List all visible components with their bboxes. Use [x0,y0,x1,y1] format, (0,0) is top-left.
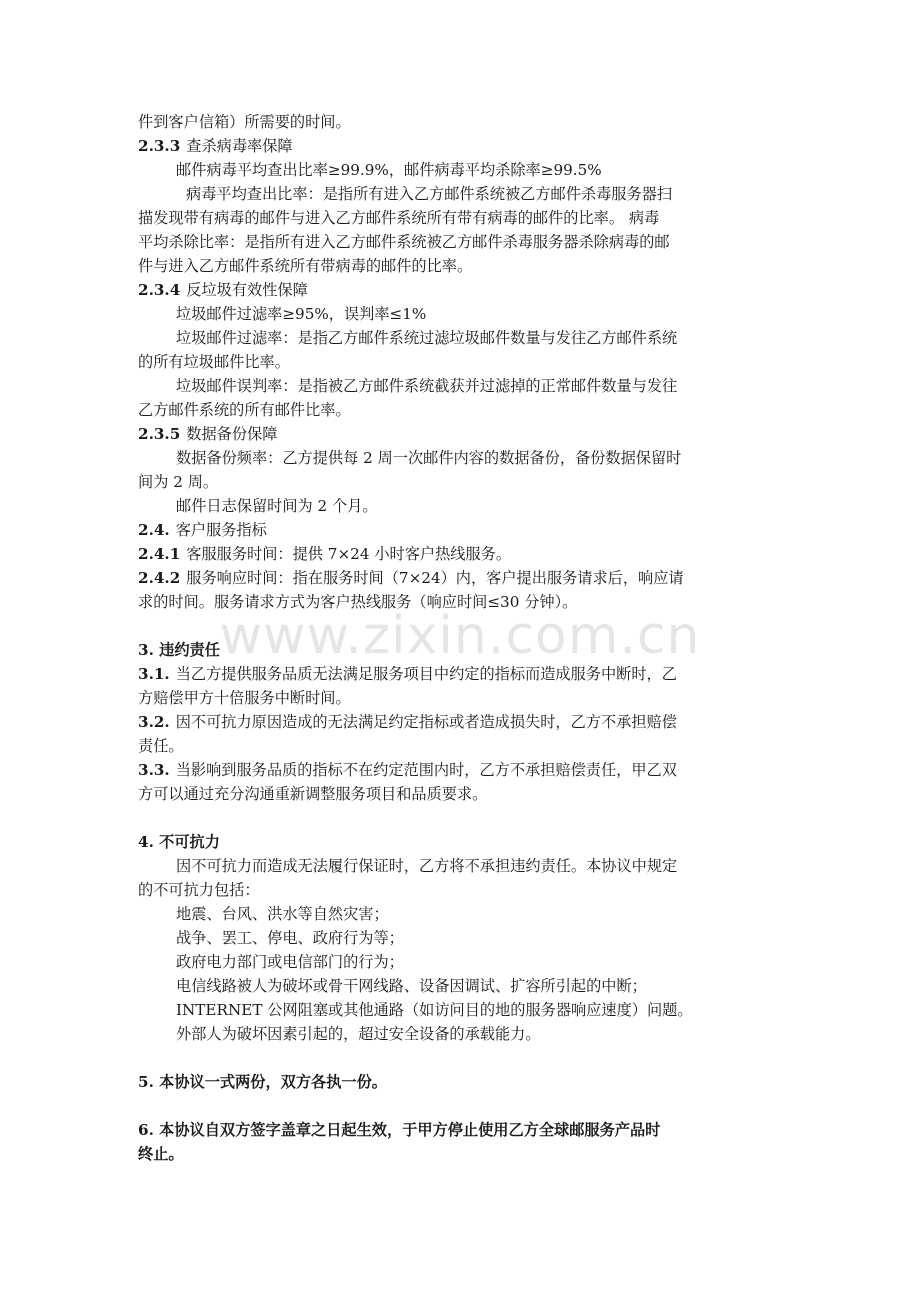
item-2-4-2 [138,566,786,590]
paragraph-line: 邮件病毒平均查出比率≥99.9%，邮件病毒平均杀除率≥99.5% [176,161,602,179]
paragraph-line: 的不可抗力包括： [138,881,260,899]
item-2-4-1 [138,542,786,566]
list-item: 战争、罢工、停电、政府行为等； [176,929,404,947]
clause-6-cont: 终止。 [138,1145,184,1163]
section-number: 2.4. [138,521,170,539]
item-3-2 [138,710,786,734]
paragraph-line: 间为 2 周。 [138,473,219,491]
clause-5: 5. 本协议一式两份，双方各执一份。 [138,1073,387,1091]
paragraph-line: 乙方邮件系统的所有邮件比率。 [138,401,351,419]
section-number: 2.3.4 [138,281,181,299]
section-title: 数据备份保障 [186,425,278,443]
paragraph-line: 描发现带有病毒的邮件与进入乙方邮件系统所有带有病毒的邮件的比率。 病毒 [138,209,660,227]
list-item: INTERNET 公网阻塞或其他通路（如访问目的地的服务器响应速度）问题。 [176,1001,693,1019]
section-number: 2.3.3 [138,137,181,155]
heading-3: 3. 违约责任 [138,641,220,659]
paragraph-line: 求的时间。服务请求方式为客户热线服务（响应时间≤30 分钟）。 [138,593,578,611]
document-body [138,110,786,1166]
heading-4: 4. 不可抗力 [138,833,220,851]
list-item: 电信线路被人为破坏或骨干网线路、设备因调试、扩容所引起的中断； [176,977,647,995]
paragraph-line: 的所有垃圾邮件比率。 [138,353,290,371]
heading-2-3-3 [138,134,786,158]
heading-2-3-4 [138,278,786,302]
list-item: 外部人为破坏因素引起的，超过安全设备的承载能力。 [176,1025,541,1043]
section-title: 查杀病毒率保障 [186,137,293,155]
paragraph-line: 方赔偿甲方十倍服务中断时间。 [138,689,351,707]
section-number: 2.3.5 [138,425,181,443]
paragraph-line: 病毒平均查出比率：是指所有进入乙方邮件系统被乙方邮件杀毒服务器扫 [186,185,672,203]
item-text: 因不可抗力原因造成的无法满足约定指标或者造成损失时，乙方不承担赔偿 [175,713,677,731]
clause-6: 6. 本协议自双方签字盖章之日起生效，于甲方停止使用乙方全球邮服务产品时 [138,1121,661,1139]
item-number: 2.4.2 [138,569,181,587]
item-3-3 [138,758,786,782]
continuation-line: 件到客户信箱）所需要的时间。 [138,113,351,131]
item-text: 当乙方提供服务品质无法满足服务项目中约定的指标而造成服务中断时，乙 [175,665,677,683]
paragraph-line: 因不可抗力而造成无法履行保证时，乙方将不承担违约责任。本协议中规定 [176,857,678,875]
section-title: 客户服务指标 [175,521,267,539]
item-number: 3.1. [138,665,170,683]
paragraph-line: 邮件日志保留时间为 2 个月。 [176,497,378,515]
list-item: 地震、台风、洪水等自然灾害； [176,905,389,923]
paragraph-line: 数据备份频率：乙方提供每 2 周一次邮件内容的数据备份，备份数据保留时 [176,449,682,467]
item-number: 2.4.1 [138,545,181,563]
heading-2-4 [138,518,786,542]
paragraph-line: 垃圾邮件过滤率：是指乙方邮件系统过滤垃圾邮件数量与发往乙方邮件系统 [176,329,678,347]
heading-2-3-5 [138,422,786,446]
item-3-1 [138,662,786,686]
item-number: 3.2. [138,713,170,731]
item-text: 当影响到服务品质的指标不在约定范围内时，乙方不承担赔偿责任，甲乙双 [175,761,677,779]
paragraph-line: 平均杀除比率：是指所有进入乙方邮件系统被乙方邮件杀毒服务器杀除病毒的邮 [138,233,670,251]
item-text: 客服服务时间：提供 7×24 小时客户热线服务。 [186,545,512,563]
paragraph-line: 责任。 [138,737,184,755]
paragraph-line: 方可以通过充分沟通重新调整服务项目和品质要求。 [138,785,488,803]
paragraph-line: 垃圾邮件过滤率≥95%，误判率≤1% [176,305,427,323]
list-item: 政府电力部门或电信部门的行为； [176,953,404,971]
item-text: 服务响应时间：指在服务时间（7×24）内，客户提出服务请求后，响应请 [186,569,684,587]
paragraph-line: 垃圾邮件误判率：是指被乙方邮件系统截获并过滤掉的正常邮件数量与发往 [176,377,678,395]
section-title: 反垃圾有效性保障 [186,281,308,299]
item-number: 3.3. [138,761,170,779]
watermark: www.zixin.com.cn [219,606,701,666]
paragraph-line: 件与进入乙方邮件系统所有带病毒的邮件的比率。 [138,257,473,275]
